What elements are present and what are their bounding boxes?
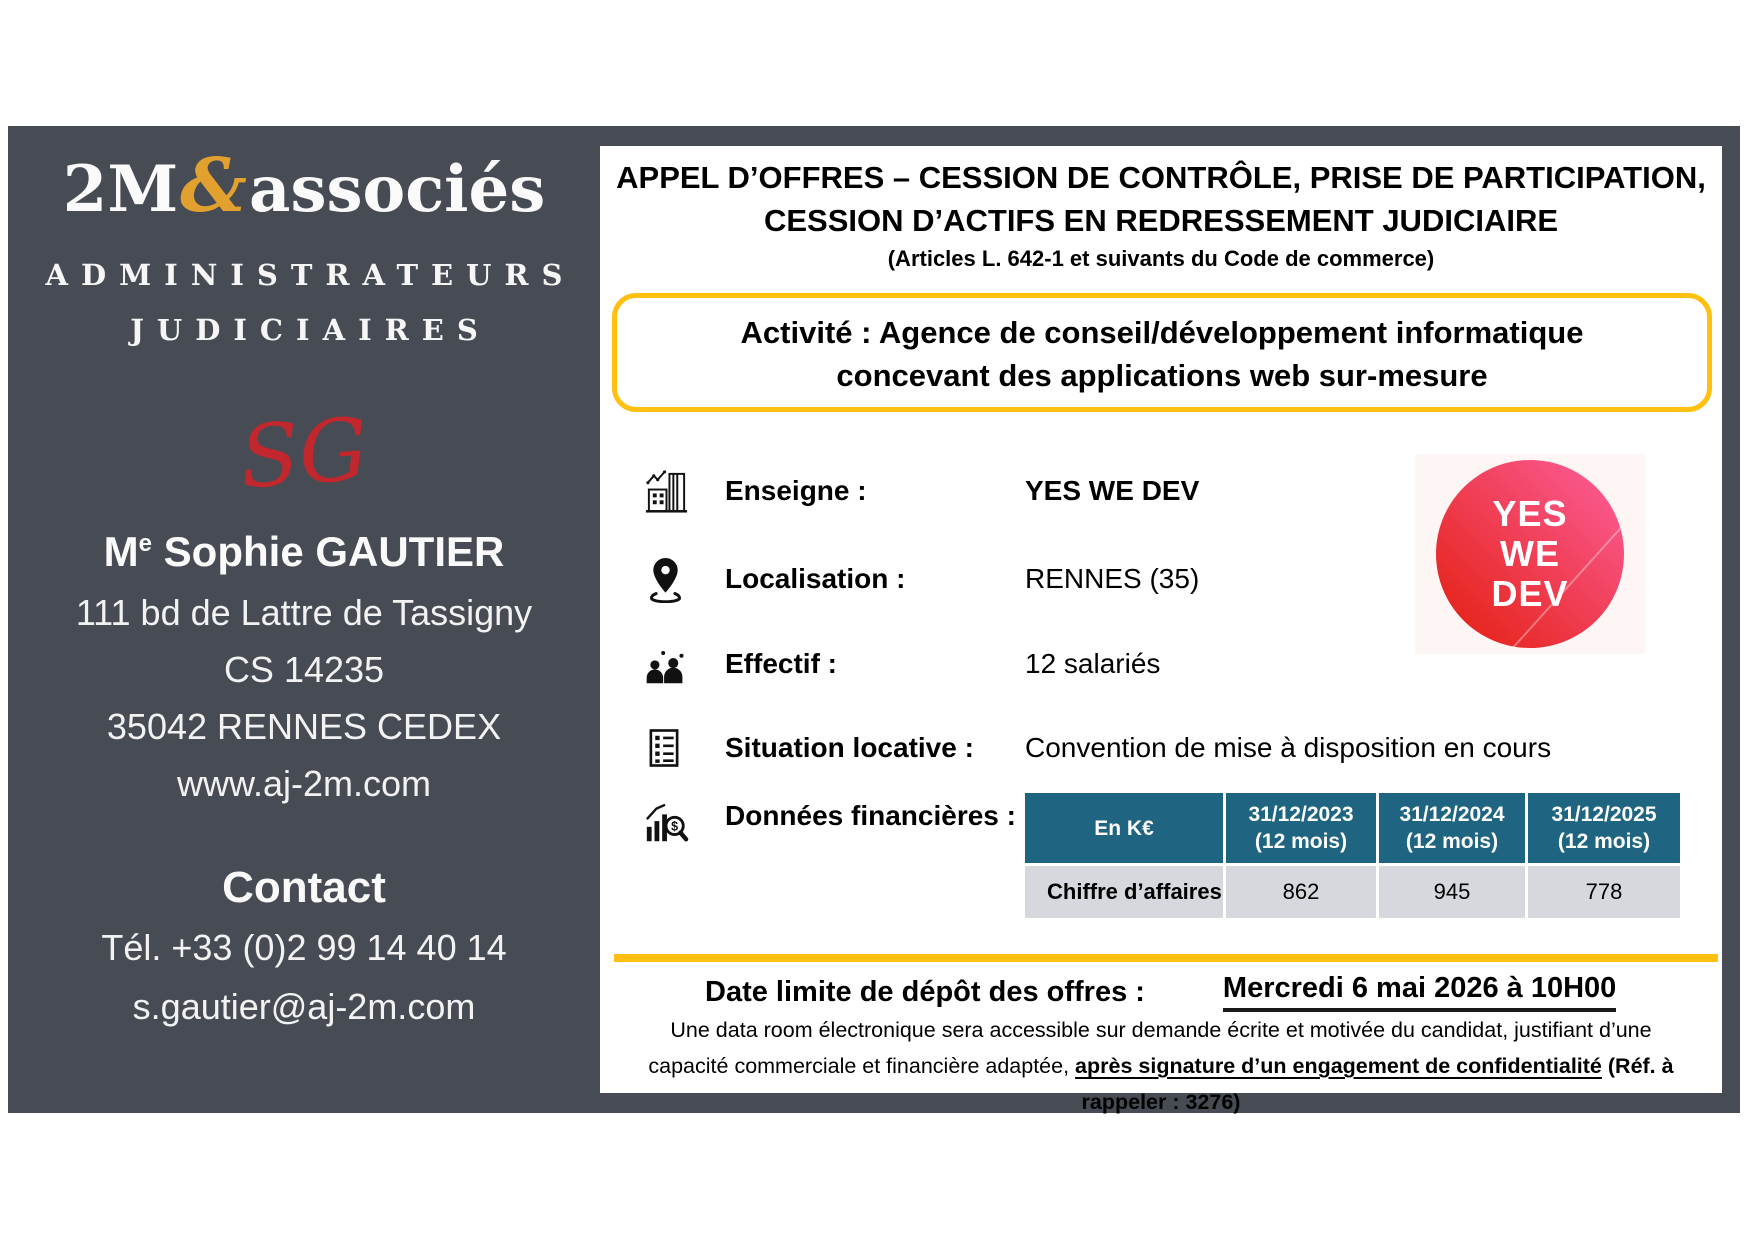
table-header-unit: En K€ bbox=[1025, 793, 1223, 863]
document-title-line2: CESSION D’ACTIFS EN REDRESSEMENT JUDICIAIRE bbox=[763, 203, 1559, 238]
enseigne-value: YES WE DEV bbox=[1025, 475, 1200, 506]
contact-heading: Contact bbox=[222, 863, 386, 912]
logo-text-right: associés bbox=[248, 152, 546, 227]
name-superscript: e bbox=[138, 530, 152, 557]
sidebar bbox=[8, 126, 600, 1113]
table-value-2025: 778 bbox=[1528, 866, 1680, 918]
localisation-value: RENNES (35) bbox=[1025, 563, 1200, 594]
header-period-2023: (12 mois) bbox=[1254, 830, 1348, 853]
map-pin-icon bbox=[643, 556, 725, 603]
firm-subtitle-line1: ADMINISTRATEURS bbox=[45, 258, 576, 292]
document-title-line1: APPEL D’OFFRES – CESSION DE CONTRÔLE, PRISE DE PARTICIPATION, bbox=[616, 160, 1706, 195]
header-date-2025: 31/12/2025 bbox=[1551, 803, 1657, 826]
people-icon bbox=[643, 642, 725, 686]
info-row-situation-locative bbox=[643, 719, 1712, 777]
address-block bbox=[8, 584, 600, 812]
footnote bbox=[600, 1012, 1722, 1120]
situation-locative-label: Situation locative : bbox=[725, 732, 974, 763]
table-header-2025 bbox=[1528, 793, 1680, 863]
activity-box bbox=[612, 293, 1712, 412]
logo-ampersand: & bbox=[180, 143, 247, 229]
table-row-label: Chiffre d’affaires bbox=[1025, 866, 1223, 918]
donnees-financieres-label: Données financières : bbox=[725, 800, 1016, 831]
table-header-2024 bbox=[1379, 793, 1525, 863]
situation-locative-value: Convention de mise à disposition en cours bbox=[1025, 732, 1552, 763]
localisation-label: Localisation : bbox=[725, 563, 906, 594]
financial-table bbox=[1025, 793, 1677, 918]
deadline-value: Mercredi 6 mai 2026 à 10H00 bbox=[1223, 972, 1616, 1012]
deadline-label: Date limite de dépôt des offres : bbox=[705, 975, 1145, 1008]
activity-line2: concevant des applications web sur-mesure bbox=[836, 358, 1488, 393]
logo-text-left: 2M bbox=[62, 152, 179, 227]
badge-line1: YES bbox=[1492, 493, 1568, 534]
name-rest: Sophie GAUTIER bbox=[152, 528, 505, 575]
effectif-value: 12 salariés bbox=[1025, 648, 1161, 679]
document-subtitle: (Articles L. 642-1 et suivants du Code de commerce) bbox=[887, 246, 1435, 271]
financial-table-container bbox=[1025, 786, 1712, 918]
name-prefix: M bbox=[103, 528, 139, 575]
administrator-name bbox=[8, 518, 600, 578]
handwritten-signature: SG bbox=[236, 399, 372, 509]
footnote-underlined: après signature d’un engagement de confidentialité bbox=[1075, 1054, 1602, 1078]
document-title bbox=[600, 156, 1722, 242]
activity-line1: Activité : Agence de conseil/développement informatique bbox=[740, 315, 1584, 350]
firm-subtitle-line2: JUDICIAIRES bbox=[130, 313, 491, 347]
info-row-donnees-financieres bbox=[643, 786, 1712, 918]
footnote-text bbox=[631, 1012, 1691, 1120]
financial-chart-icon bbox=[643, 786, 725, 846]
header-period-2024: (12 mois) bbox=[1405, 830, 1499, 853]
website: www.aj-2m.com bbox=[176, 763, 432, 804]
enseigne-label: Enseigne : bbox=[725, 475, 867, 506]
content-panel bbox=[600, 146, 1722, 1114]
header-date-2024: 31/12/2024 bbox=[1399, 803, 1505, 826]
company-logo bbox=[1415, 454, 1645, 654]
svg-text:$: $ bbox=[671, 819, 679, 834]
gold-divider bbox=[614, 954, 1718, 962]
table-value-2023: 862 bbox=[1226, 866, 1376, 918]
address-line-3: 35042 RENNES CEDEX bbox=[106, 706, 502, 747]
table-header-2023 bbox=[1226, 793, 1376, 863]
effectif-label: Effectif : bbox=[725, 648, 837, 679]
footnote-part1: Une data room électronique sera accessible sur demande écrite et motivée du candidat, justifiant d’une capacité commerciale et financière adaptée, bbox=[648, 1018, 1652, 1078]
address-line-2: CS 14235 bbox=[223, 649, 385, 690]
deadline-row bbox=[600, 970, 1722, 1014]
header-date-2023: 31/12/2023 bbox=[1248, 803, 1354, 826]
factory-icon bbox=[643, 468, 725, 515]
yes-we-dev-badge bbox=[1436, 460, 1624, 648]
dark-background-panel bbox=[8, 126, 1740, 1113]
firm-logo bbox=[8, 144, 600, 232]
badge-line3: DEV bbox=[1491, 573, 1569, 614]
checklist-icon bbox=[643, 727, 725, 769]
header-period-2025: (12 mois) bbox=[1557, 830, 1651, 853]
contact-block bbox=[8, 918, 600, 1036]
phone-number: Tél. +33 (0)2 99 14 40 14 bbox=[101, 927, 507, 968]
table-value-2024: 945 bbox=[1379, 866, 1525, 918]
badge-line2: WE bbox=[1500, 533, 1560, 574]
footnote-part2: (Réf. à rappeler : 3276) bbox=[1081, 1054, 1674, 1114]
address-line-1: 111 bd de Lattre de Tassigny bbox=[75, 592, 533, 633]
email-address: s.gautier@aj-2m.com bbox=[132, 986, 476, 1027]
